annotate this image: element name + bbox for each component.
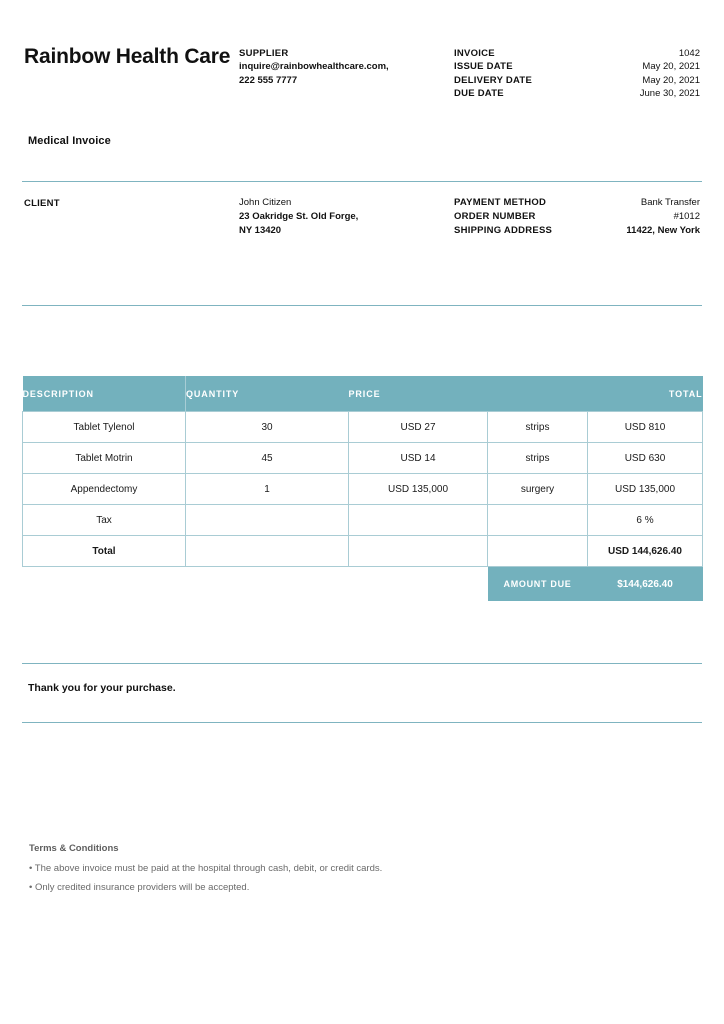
supplier-email: inquire@rainbowhealthcare.com, [239,61,389,73]
column-header-description: DESCRIPTION [23,376,186,412]
cell-price [349,505,488,536]
meta-key-due-date: DUE DATE [454,88,504,100]
cell-unit [488,505,588,536]
meta-value-issue-date: May 20, 2021 [642,61,700,73]
cell-quantity: 30 [186,412,349,443]
meta-key-delivery-date: DELIVERY DATE [454,74,533,86]
company-name: Rainbow Health Care [24,45,231,68]
meta-value-invoice: 1042 [678,48,700,59]
column-header-price: PRICE [349,376,488,412]
payment-key-method: PAYMENT METHOD [454,197,547,208]
payment-key-shipping-address: SHIPPING ADDRESS [454,224,553,236]
cell-unit [488,536,588,567]
divider-above-thanks [22,663,702,664]
table-row-amount-due [23,567,703,602]
payment-row-order-number [454,210,700,224]
supplier-label: SUPPLIER [239,48,289,59]
meta-value-due-date: June 30, 2021 [639,88,700,100]
column-header-quantity: QUANTITY [186,376,349,412]
cell-quantity [186,505,349,536]
divider-below-thanks [22,722,702,723]
cell-quantity [186,536,349,567]
cell-unit: surgery [488,474,588,505]
terms-item: • Only credited insurance providers will be accepted. [29,881,250,893]
client-address-line-1: 23 Oakridge St. Old Forge, [239,210,359,222]
thank-you-note: Thank you for your purchase. [28,682,176,694]
cell-unit: strips [488,412,588,443]
divider-top [22,181,702,182]
amount-due-spacer [23,567,488,602]
table-header-row [23,376,703,412]
cell-unit: strips [488,443,588,474]
cell-description: Tax [23,505,186,536]
column-header-unit [488,376,588,412]
meta-row-due-date [454,87,700,100]
document-type: Medical Invoice [28,135,111,147]
cell-description: Tablet Tylenol [23,412,186,443]
terms-item: • The above invoice must be paid at the hospital through cash, debit, or credit cards. [29,863,383,874]
cell-total: USD 144,626.40 [588,536,703,567]
client-address-block [239,196,454,237]
amount-due-value: $144,626.40 [588,567,703,602]
meta-value-delivery-date: May 20, 2021 [642,74,700,86]
column-header-total: TOTAL [588,376,703,412]
table-row-tax [23,505,703,536]
cell-price [349,536,488,567]
cell-total: USD 630 [588,443,703,474]
payment-key-order-number: ORDER NUMBER [454,210,536,222]
meta-key-issue-date: ISSUE DATE [454,61,513,73]
cell-total: USD 810 [588,412,703,443]
cell-total: 6 % [588,505,703,536]
header-row [24,44,700,101]
client-name: John Citizen [239,197,292,208]
payment-value-method: Bank Transfer [640,197,700,208]
divider-client-bottom [22,305,702,306]
table-row-total [23,536,703,567]
payment-row-method [454,196,700,210]
table-body [23,412,703,602]
line-items-table [22,376,703,601]
payment-row-shipping-address [454,224,700,238]
terms-section [29,843,669,897]
meta-row-issue-date [454,60,700,73]
client-label: CLIENT [24,198,60,209]
cell-price: USD 27 [349,412,488,443]
amount-due-label: AMOUNT DUE [488,567,588,602]
cell-description: Tablet Motrin [23,443,186,474]
meta-row-invoice [454,47,700,60]
terms-title: Terms & Conditions [29,843,119,854]
table-row [23,443,703,474]
supplier-phone: 222 555 7777 [239,74,298,86]
table-header [23,376,703,412]
table-row [23,474,703,505]
meta-row-delivery-date [454,74,700,87]
cell-total: USD 135,000 [588,474,703,505]
payment-value-order-number: #1012 [673,210,700,222]
cell-description: Total [23,536,186,567]
invoice-meta-block [454,44,700,101]
cell-price: USD 135,000 [349,474,488,505]
client-address-line-2: NY 13420 [239,224,282,236]
cell-quantity: 1 [186,474,349,505]
payment-value-shipping-address: 11422, New York [626,224,700,236]
invoice-header [24,44,700,101]
cell-quantity: 45 [186,443,349,474]
supplier-block [239,44,454,87]
meta-key-invoice: INVOICE [454,48,495,59]
table-row [23,412,703,443]
cell-price: USD 14 [349,443,488,474]
cell-description: Appendectomy [23,474,186,505]
client-section [24,196,700,237]
payment-meta-block [454,196,700,237]
